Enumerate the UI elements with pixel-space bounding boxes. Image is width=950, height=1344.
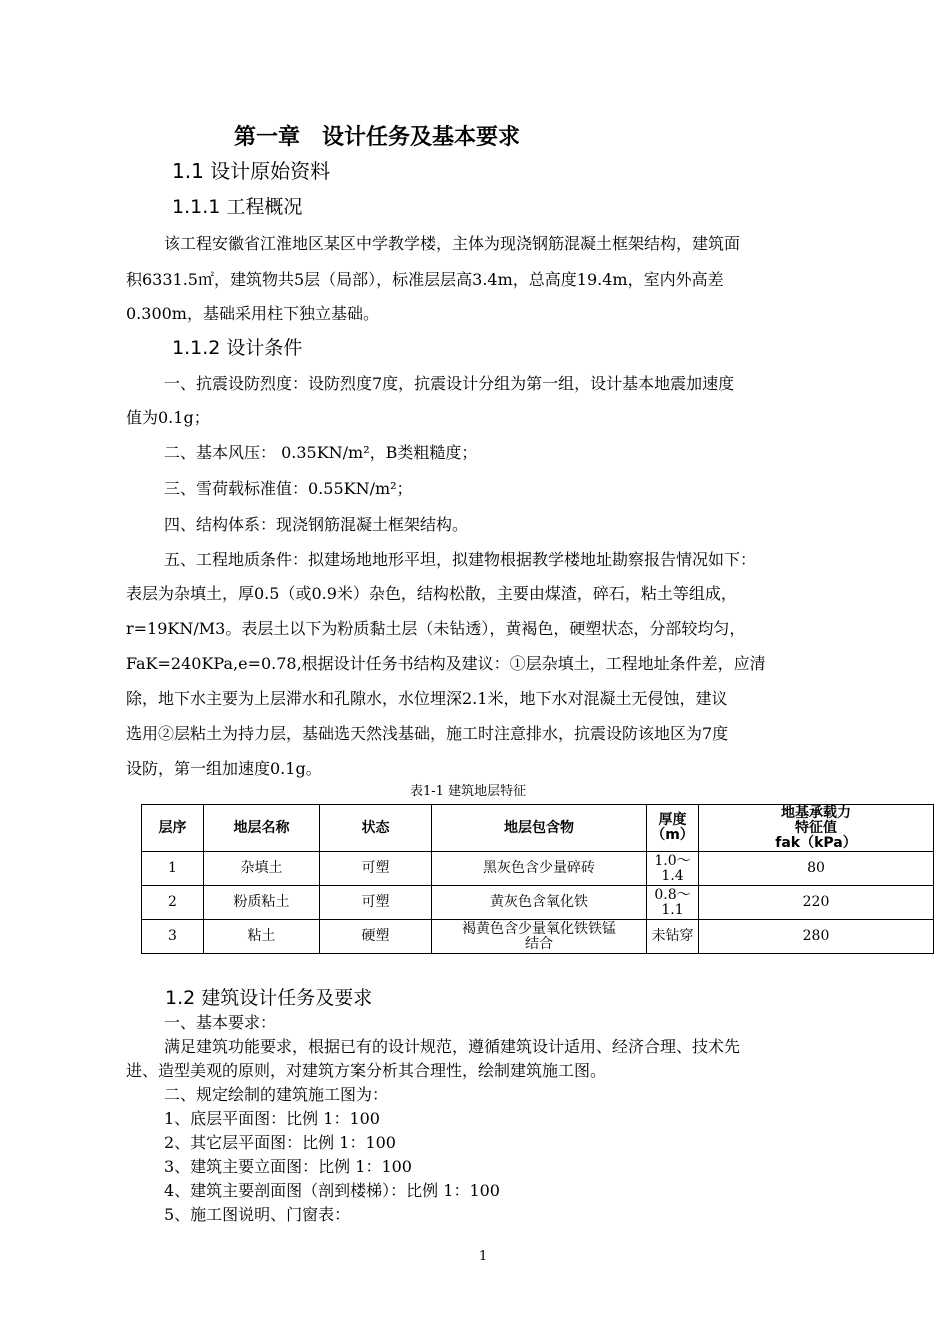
cell-seq: 1 bbox=[142, 852, 204, 886]
condition-line-4: 三、雪荷载标准值：0.55KN/m²； bbox=[164, 479, 413, 498]
cell-seq: 3 bbox=[142, 920, 204, 954]
cell-content-line-1: 褐黄色含少量氧化铁铁锰 bbox=[462, 920, 616, 937]
header-thickness bbox=[647, 805, 699, 852]
condition-line-8: r=19KN/M3。表层土以下为粉质黏土层（未钻透），黄褐色，硬塑状态，分部较均匀， bbox=[126, 619, 746, 638]
section-1-2-title: 1.2 建筑设计任务及要求 bbox=[165, 987, 373, 1009]
cell-fak: 220 bbox=[699, 886, 934, 920]
header-seq: 层序 bbox=[142, 805, 204, 852]
cell-thickness bbox=[647, 852, 699, 886]
task-line-4: 二、规定绘制的建筑施工图为： bbox=[164, 1085, 389, 1104]
cell-state: 可塑 bbox=[320, 886, 432, 920]
cell-thickness bbox=[647, 886, 699, 920]
strata-table bbox=[141, 804, 934, 954]
header-bearing bbox=[699, 805, 934, 852]
cell-thickness-line-1: 0.8～ bbox=[654, 886, 691, 903]
cell-content: 黄灰色含氧化铁 bbox=[432, 886, 647, 920]
overview-line-3: 0.300m，基础采用柱下独立基础。 bbox=[126, 304, 379, 323]
header-bearing-line-3: fak（kPa） bbox=[775, 834, 857, 851]
section-1-1-title: 1.1 设计原始资料 bbox=[172, 159, 331, 183]
cell-state: 可塑 bbox=[320, 852, 432, 886]
condition-line-1: 一、抗震设防烈度：设防烈度7度，抗震设计分组为第一组，设计基本地震加速度 bbox=[164, 374, 735, 393]
task-line-5: 1、底层平面图：比例 1：100 bbox=[164, 1109, 380, 1128]
cell-name: 杂填土 bbox=[204, 852, 320, 886]
cell-thickness-line-1: 1.0～ bbox=[654, 852, 691, 869]
condition-line-3: 二、基本风压： 0.35KN/m²，B类粗糙度； bbox=[164, 443, 478, 462]
header-content: 地层包含物 bbox=[432, 805, 647, 852]
table-row bbox=[142, 852, 934, 886]
page-number: 1 bbox=[479, 1249, 488, 1264]
cell-content bbox=[432, 920, 647, 954]
chapter-title: 第一章 设计任务及基本要求 bbox=[234, 125, 521, 150]
cell-thickness-line-2: 1.4 bbox=[661, 867, 684, 884]
condition-line-2: 值为0.1g； bbox=[126, 408, 210, 427]
table-header-row bbox=[142, 805, 934, 852]
overview-line-1: 该工程安徽省江淮地区某区中学教学楼，主体为现浇钢筋混凝土框架结构，建筑面 bbox=[164, 234, 741, 253]
condition-line-11: 选用②层粘土为持力层，基础选天然浅基础，施工时注意排水，抗震设防该地区为7度 bbox=[126, 724, 729, 743]
cell-content-line-2: 结合 bbox=[525, 935, 553, 952]
task-line-6: 2、其它层平面图：比例 1：100 bbox=[164, 1133, 396, 1152]
condition-line-12: 设防，第一组加速度0.1g。 bbox=[126, 759, 322, 778]
cell-name: 粘土 bbox=[204, 920, 320, 954]
table-row bbox=[142, 920, 934, 954]
section-1-1-2-title: 1.1.2 设计条件 bbox=[172, 337, 303, 359]
cell-state: 硬塑 bbox=[320, 920, 432, 954]
cell-seq: 2 bbox=[142, 886, 204, 920]
condition-line-5: 四、结构体系：现浇钢筋混凝土框架结构。 bbox=[164, 515, 469, 534]
condition-line-9: FaK=240KPa,e=0.78,根据设计任务书结构及建议：①层杂填土，工程地址条件差，应清 bbox=[126, 654, 766, 673]
cell-name: 粉质粘土 bbox=[204, 886, 320, 920]
header-name: 地层名称 bbox=[204, 805, 320, 852]
task-line-9: 5、施工图说明、门窗表： bbox=[164, 1205, 351, 1224]
table-row bbox=[142, 886, 934, 920]
task-line-2: 满足建筑功能要求，根据已有的设计规范，遵循建筑设计适用、经济合理、技术先 bbox=[164, 1037, 741, 1056]
cell-thickness-line-2: 1.1 bbox=[661, 901, 684, 918]
condition-line-6: 五、工程地质条件：拟建场地地形平坦，拟建物根据教学楼地址勘察报告情况如下： bbox=[164, 550, 757, 569]
condition-line-7: 表层为杂填土，厚0.5（或0.9米）杂色，结构松散，主要由煤渣，碎石，粘土等组成， bbox=[126, 584, 737, 603]
task-line-3: 进、造型美观的原则，对建筑方案分析其合理性，绘制建筑施工图。 bbox=[126, 1061, 607, 1080]
overview-line-2: 积6331.5㎡，建筑物共5层（局部），标准层层高3.4m，总高度19.4m，室内外高差 bbox=[126, 270, 724, 289]
header-state: 状态 bbox=[320, 805, 432, 852]
task-line-7: 3、建筑主要立面图：比例 1：100 bbox=[164, 1157, 412, 1176]
cell-fak: 280 bbox=[699, 920, 934, 954]
condition-line-10: 除，地下水主要为上层滞水和孔隙水，水位埋深2.1米，地下水对混凝土无侵蚀，建议 bbox=[126, 689, 728, 708]
header-thickness-line-1: 厚度 bbox=[658, 812, 687, 828]
header-bearing-line-1: 地基承载力 bbox=[781, 804, 851, 821]
task-line-1: 一、基本要求： bbox=[164, 1013, 277, 1032]
task-line-8: 4、建筑主要剖面图（剖到楼梯）：比例 1：100 bbox=[164, 1181, 500, 1200]
cell-thickness: 未钻穿 bbox=[647, 920, 699, 954]
header-bearing-line-2: 特征值 bbox=[795, 819, 837, 836]
table-caption: 表1-1 建筑地层特征 bbox=[410, 784, 527, 799]
cell-fak: 80 bbox=[699, 852, 934, 886]
header-thickness-line-2: （m） bbox=[651, 827, 694, 843]
section-1-1-1-title: 1.1.1 工程概况 bbox=[172, 196, 303, 218]
cell-content: 黑灰色含少量碎砖 bbox=[432, 852, 647, 886]
